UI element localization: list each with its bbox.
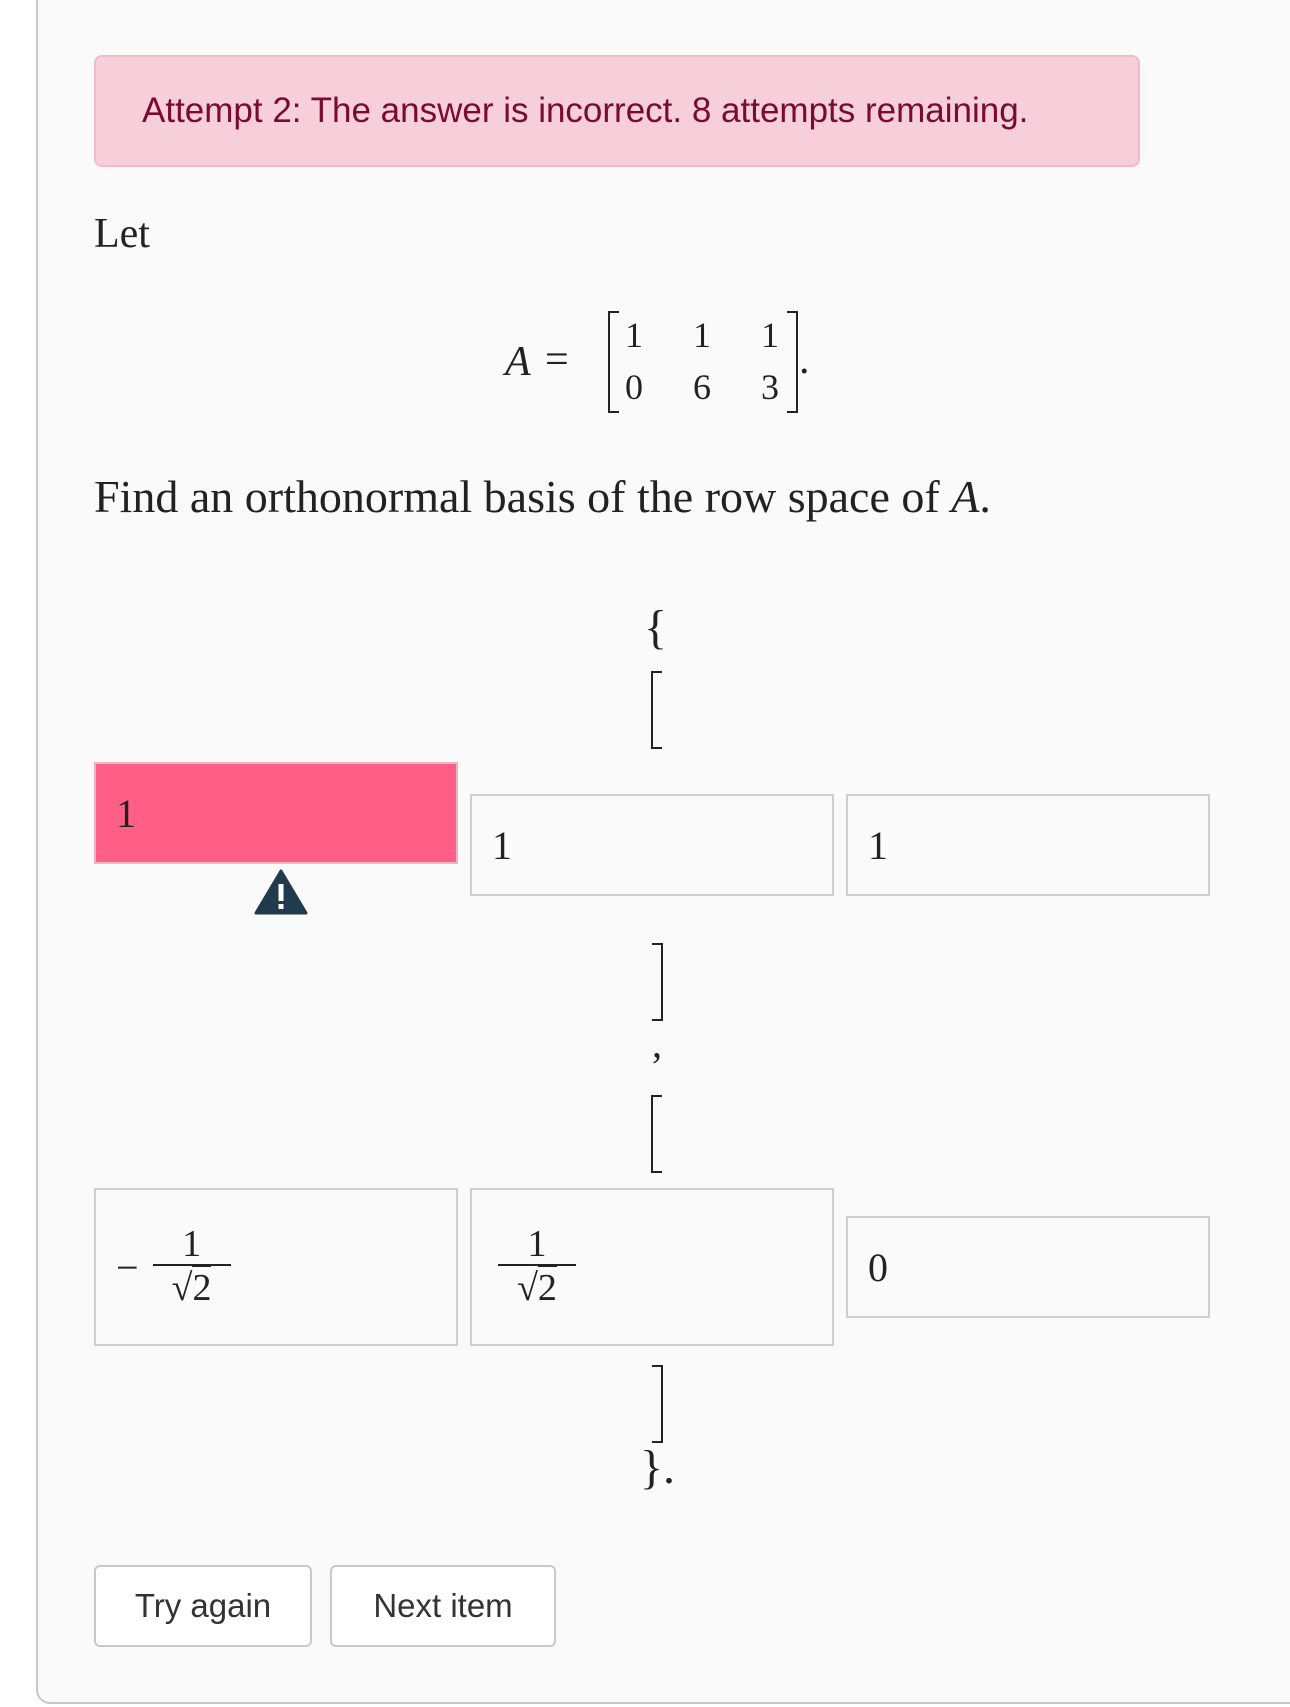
matrix-cell: 6 <box>693 367 711 407</box>
matrix-cell: 3 <box>761 367 779 407</box>
input-value: 1 <box>116 790 136 836</box>
close-brace: }. <box>640 1441 676 1494</box>
vector1-close-bracket <box>650 942 664 1022</box>
matrix-cell: 0 <box>625 367 643 407</box>
input-value: 1 <box>492 822 512 868</box>
vector1-open-bracket <box>650 670 664 750</box>
matrix-name: A <box>505 339 531 385</box>
vector2-entry1-input[interactable] <box>94 1188 458 1346</box>
radicand: 2 <box>192 1267 212 1309</box>
prompt-period: . <box>979 471 991 522</box>
matrix-cell: 1 <box>625 315 643 355</box>
vector2-entry3-input[interactable] <box>846 1216 1210 1318</box>
alert-message: Attempt 2: The answer is incorrect. 8 attempts remaining. <box>142 91 1029 130</box>
input-value: 1 <box>868 822 888 868</box>
vector2-close-bracket <box>650 1364 664 1444</box>
matrix-cell: 1 <box>761 315 779 355</box>
period: . <box>799 337 810 383</box>
fraction-numerator: 1 <box>182 1223 202 1265</box>
open-brace: { <box>644 601 668 654</box>
try-again-button[interactable] <box>94 1565 312 1647</box>
vector1-entry1-input[interactable] <box>94 762 458 864</box>
fraction-numerator: 1 <box>527 1223 547 1265</box>
vector1-entry2-input[interactable] <box>470 794 834 896</box>
question-prompt <box>94 470 991 523</box>
warning-icon[interactable] <box>254 868 308 916</box>
vector2-entry2-input[interactable] <box>470 1188 834 1346</box>
radical-sign: √ <box>517 1267 538 1309</box>
problem-intro: Let <box>94 211 150 257</box>
radicand: 2 <box>537 1267 557 1309</box>
input-value: 0 <box>868 1244 888 1290</box>
matrix-A <box>605 310 801 414</box>
prompt-text: Find an orthonormal basis of the row space of <box>94 471 952 522</box>
prompt-variable: A <box>951 471 980 522</box>
button-label: Next item <box>373 1587 513 1624</box>
vector1-entry3-input[interactable] <box>846 794 1210 896</box>
vector-separator-comma: , <box>652 1021 662 1066</box>
equals-sign: = <box>545 337 569 383</box>
fraction <box>153 1224 231 1310</box>
matrix-equation <box>505 310 835 415</box>
negative-sign: − <box>116 1244 139 1290</box>
fraction <box>498 1224 576 1310</box>
matrix-cell: 1 <box>693 315 711 355</box>
fraction-denominator <box>172 1266 212 1310</box>
incorrect-answer-alert <box>94 55 1140 167</box>
vector2-open-bracket <box>650 1094 664 1174</box>
button-label: Try again <box>134 1587 272 1624</box>
next-item-button[interactable] <box>330 1565 556 1647</box>
fraction-denominator <box>517 1266 557 1310</box>
radical-sign: √ <box>171 1267 193 1309</box>
